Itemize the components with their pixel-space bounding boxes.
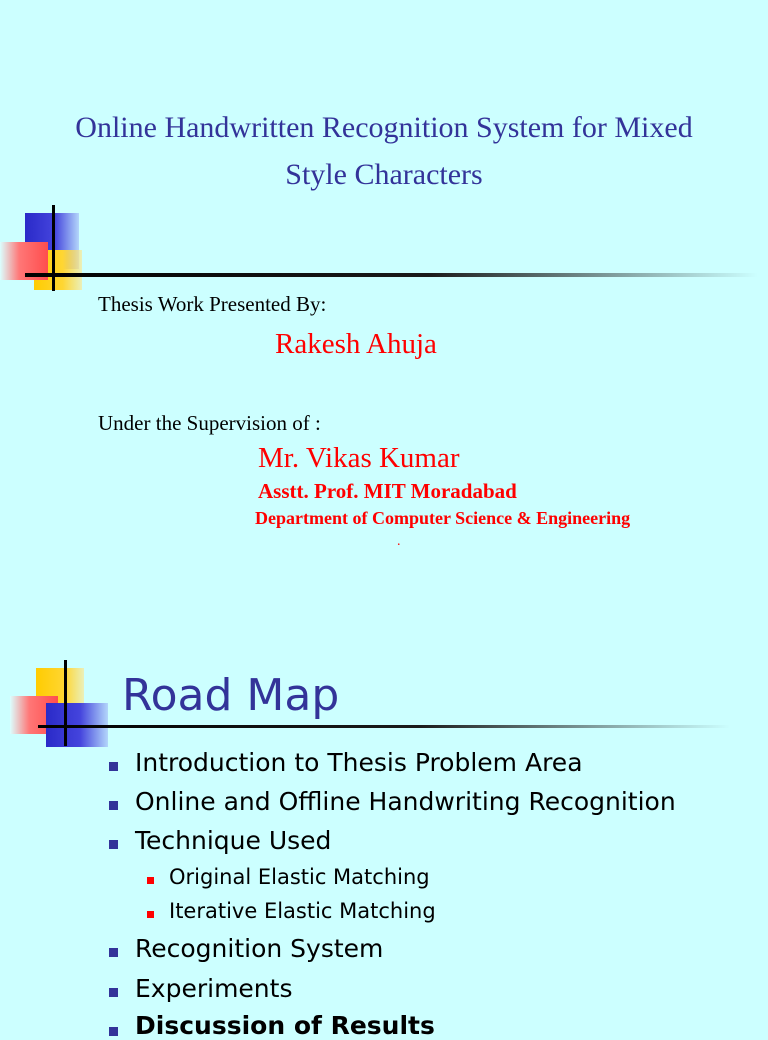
square-bullet-icon: [109, 948, 118, 957]
decorative-blocks-graphic: [0, 205, 768, 295]
vertical-rule: [52, 205, 55, 291]
horizontal-rule: [25, 273, 758, 277]
square-bullet-icon: [109, 762, 118, 771]
list-item-label: Experiments: [135, 974, 293, 1003]
slide-title-line-1: Online Handwritten Recognition System for Mixed: [75, 111, 693, 144]
presenter-name: Rakesh Ahuja: [275, 328, 437, 360]
road-map-slide: [0, 640, 768, 1024]
trailing-period: .: [397, 534, 401, 549]
slide-title-line-2: Style Characters: [285, 158, 483, 191]
horizontal-rule: [38, 725, 730, 728]
sub-list-item-label: Iterative Elastic Matching: [169, 899, 436, 923]
square-bullet-icon: [109, 801, 118, 810]
slide-title: [20, 104, 748, 198]
list-item-label: Online and Offline Handwriting Recognition: [135, 787, 676, 816]
square-bullet-icon: [147, 911, 154, 918]
square-bullet-icon: [147, 877, 154, 884]
list-item-label: Introduction to Thesis Problem Area: [135, 748, 583, 777]
supervisor-name: Mr. Vikas Kumar: [258, 442, 460, 474]
presented-by-label: Thesis Work Presented By:: [98, 292, 327, 316]
supervision-label: Under the Supervision of :: [98, 411, 321, 435]
square-bullet-icon: [109, 1027, 118, 1036]
road-map-title: Road Map: [122, 670, 340, 721]
list-item-label: Discussion of Results: [135, 1011, 435, 1040]
decorative-blocks-graphic-2: [0, 658, 768, 750]
square-bullet-icon: [109, 988, 118, 997]
supervisor-title: Asstt. Prof. MIT Moradabad: [258, 479, 517, 503]
department-name: Department of Computer Science & Engineering: [255, 508, 631, 528]
vertical-rule: [64, 660, 67, 746]
list-item-label: Recognition System: [135, 934, 384, 963]
list-item-label: Technique Used: [135, 826, 332, 855]
square-bullet-icon: [109, 840, 118, 849]
sub-list-item-label: Original Elastic Matching: [169, 865, 430, 889]
